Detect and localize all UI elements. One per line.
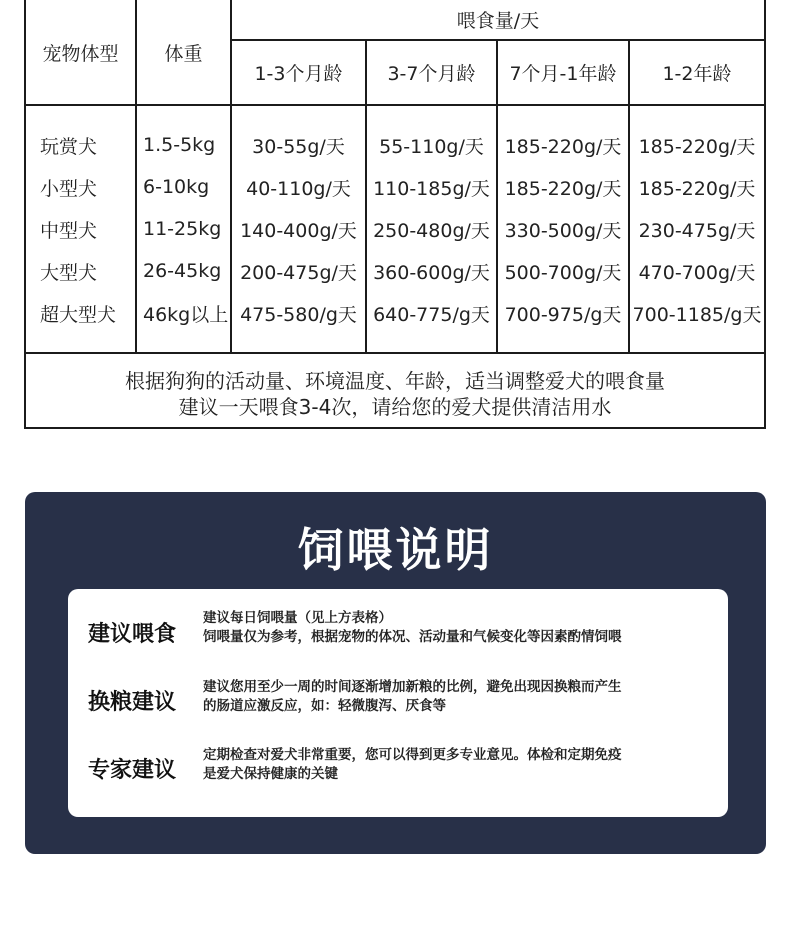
instruction-line: 建议每日饲喂量（见上方表格） — [203, 610, 392, 626]
pet-type: 大型犬 — [40, 261, 98, 284]
amount: 250-480g/天 — [373, 219, 490, 242]
instruction-label: 建议喂食 — [88, 622, 177, 647]
amount: 40-110g/天 — [246, 177, 351, 200]
amount: 700-1185/g天 — [632, 303, 762, 326]
amount: 230-475g/天 — [638, 219, 756, 242]
amount: 185-220g/天 — [504, 177, 622, 200]
header-feeding-amount: 喂食量/天 — [456, 10, 540, 32]
weight: 46kg以上 — [143, 303, 229, 326]
amount: 185-220g/天 — [638, 177, 756, 200]
instruction-line: 饲喂量仅为参考，根据宠物的体况、活动量和气候变化等因素酌情饲喂 — [203, 629, 622, 645]
pet-type: 小型犬 — [40, 177, 98, 200]
instruction-line: 是爱犬保持健康的关键 — [203, 766, 338, 782]
amount: 55-110g/天 — [379, 135, 484, 158]
feeding-table — [24, 0, 766, 429]
instruction-line: 定期检查对爱犬非常重要，您可以得到更多专业意见。体检和定期免疫 — [203, 747, 622, 763]
weight: 11-25kg — [143, 218, 222, 240]
amount: 330-500g/天 — [504, 219, 622, 242]
instruction-text — [203, 678, 723, 716]
pet-type: 超大型犬 — [40, 303, 117, 326]
weight: 26-45kg — [143, 260, 222, 282]
header-age-3-7m: 3-7个月龄 — [387, 63, 476, 85]
amount: 500-700g/天 — [504, 261, 622, 284]
amount: 30-55g/天 — [252, 135, 345, 158]
weight: 1.5-5kg — [143, 134, 216, 156]
instruction-text — [203, 746, 723, 784]
amount: 475-580/g天 — [240, 303, 357, 326]
instruction-line: 建议您用至少一周的时间逐渐增加新粮的比例，避免出现因换粮而产生 — [203, 679, 622, 695]
amount: 360-600g/天 — [373, 261, 490, 284]
amount: 185-220g/天 — [504, 135, 622, 158]
header-pet-type: 宠物体型 — [42, 42, 119, 65]
pet-type: 中型犬 — [40, 219, 98, 242]
instructions-card — [68, 589, 728, 817]
feeding-instructions-panel — [25, 492, 766, 854]
amount: 110-185g/天 — [373, 177, 490, 200]
amount: 140-400g/天 — [240, 219, 357, 242]
instruction-text — [203, 609, 723, 647]
amount: 640-775/g天 — [373, 303, 490, 326]
pet-type: 玩赏犬 — [40, 135, 98, 158]
instruction-line: 的肠道应激反应，如：轻微腹泻、厌食等 — [203, 698, 446, 714]
amount: 470-700g/天 — [638, 261, 756, 284]
instruction-label: 专家建议 — [88, 758, 177, 783]
header-age-7m-1y: 7个月-1年龄 — [509, 63, 617, 85]
table-note-line-1: 根据狗狗的活动量、环境温度、年龄，适当调整爱犬的喂食量 — [125, 369, 665, 393]
amount: 700-975/g天 — [504, 303, 622, 326]
table-note-line-2: 建议一天喂食3-4次，请给您的爱犬提供清洁用水 — [178, 395, 612, 419]
header-age-1-2y: 1-2年龄 — [662, 63, 732, 85]
header-weight: 体重 — [164, 42, 203, 65]
weight: 6-10kg — [143, 176, 210, 198]
amount: 185-220g/天 — [638, 135, 756, 158]
panel-title: 饲喂说明 — [297, 523, 494, 577]
table-divider — [26, 352, 764, 354]
header-age-1-3m: 1-3个月龄 — [254, 63, 343, 85]
instruction-label: 换粮建议 — [88, 690, 177, 715]
table-divider — [26, 104, 764, 106]
amount: 200-475g/天 — [240, 261, 357, 284]
